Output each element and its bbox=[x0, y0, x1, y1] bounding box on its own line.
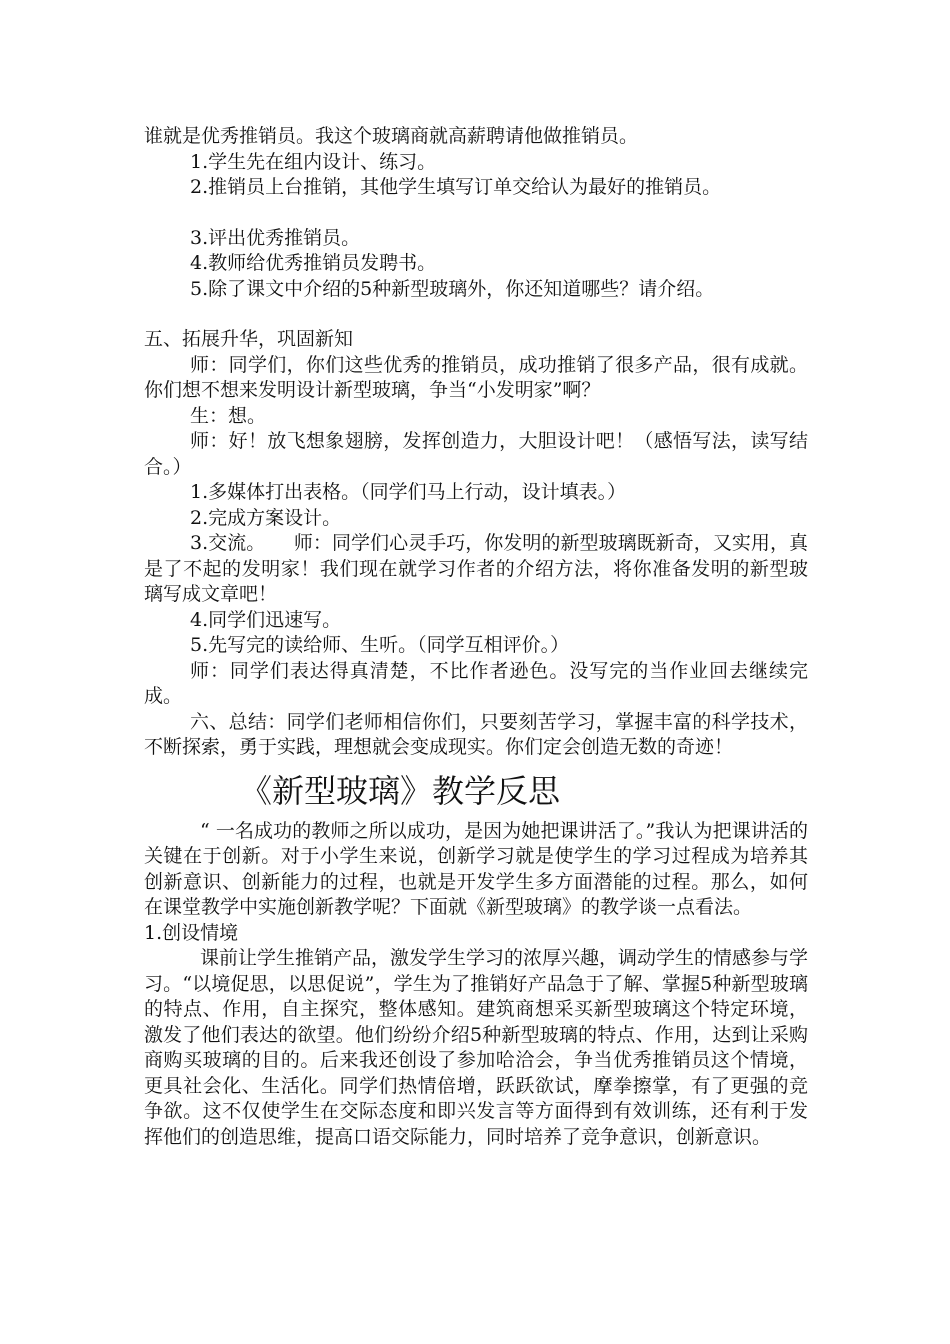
reflection-paragraph: “ 一名成功的教师之所以成功，是因为她把课讲活了。”我认为把课讲活的关键在于创新。对于小学生来说，创新学习就是使学生的学习过程成为培养其创新意识、创新能力的过程，也就是开发学生多方面潜能的过程。那么，如何在课堂教学中实施创新教学呢？下面就《新型玻璃》的教学谈一点看法。 bbox=[144, 819, 808, 918]
step-item: 2.推销员上台推销，其他学生填写订单交给认为最好的推销员。 bbox=[190, 176, 722, 198]
step-paragraph: 3.交流。 师：同学们心灵手巧，你发明的新型玻璃既新奇，又实用，真是了不起的发明家！我们现在就学习作者的介绍方法，将你准备发明的新型玻璃写成文章吧！ bbox=[144, 532, 808, 605]
section-heading: 五、拓展升华，巩固新知 bbox=[144, 328, 354, 350]
step-item: 5.除了课文中介绍的5种新型玻璃外，你还知道哪些？请介绍。 bbox=[190, 277, 715, 300]
step-paragraph: 2.完成方案设计。 bbox=[190, 506, 342, 529]
dialogue-paragraph: 生：想。 bbox=[190, 404, 267, 427]
summary-paragraph: 六、总结：同学们老师相信你们，只要刻苦学习，掌握丰富的科学技术，不断探索，勇于实践，理想就会变成现实。你们定会创造无数的奇迹！ bbox=[144, 710, 808, 758]
subsection-heading: 1.创设情境 bbox=[144, 921, 239, 944]
step-item: 1.学生先在组内设计、练习。 bbox=[190, 150, 437, 173]
step-paragraph: 1.多媒体打出表格。（同学们马上行动，设计填表。） bbox=[190, 481, 627, 503]
dialogue-paragraph: 师：同学们，你们这些优秀的推销员，成功推销了很多产品，很有成就。你们想不想来发明设计新型玻璃，争当“小发明家”啊？ bbox=[144, 353, 808, 401]
step-paragraph: 4.同学们迅速写。 bbox=[190, 608, 342, 631]
step-item: 3.评出优秀推销员。 bbox=[190, 226, 361, 249]
document-body bbox=[144, 124, 808, 1150]
step-paragraph: 5.先写完的读给师、生听。（同学互相评价。） bbox=[190, 634, 570, 656]
reflection-title: 《新型玻璃》教学反思 bbox=[240, 771, 561, 810]
dialogue-paragraph: 师：同学们表达得真清楚，不比作者逊色。没写完的当作业回去继续完成。 bbox=[144, 659, 808, 707]
intro-paragraph: 谁就是优秀推销员。我这个玻璃商就高薪聘请他做推销员。 bbox=[144, 125, 639, 147]
reflection-paragraph: 课前让学生推销产品，激发学生学习的浓厚兴趣，调动学生的情感参与学习。“以境促思，以思促说”，学生为了推销好产品急于了解、掌握5种新型玻璃的特点、作用，自主探究，整体感知。建筑商想采买新型玻璃这个特定环境，激发了他们表达的欲望。他们纷纷介绍5种新型玻璃的特点、作用，达到让采购商购买玻璃的目的。后来我还创设了参加哈洽会，争当优秀推销员这个情境，更具社会化、生活化。同学们热情倍增，跃跃欲试，摩拳擦掌，有了更强的竞争欲。这不仅使学生在交际态度和即兴发言等方面得到有效训练，还有利于发挥他们的创造思维，提高口语交际能力，同时培养了竞争意识，创新意识。 bbox=[144, 947, 809, 1148]
dialogue-paragraph: 师：好！放飞想象翅膀，发挥创造力，大胆设计吧！（感悟写法，读写结合。） bbox=[144, 430, 808, 478]
step-item: 4.教师给优秀推销员发聘书。 bbox=[190, 252, 437, 274]
